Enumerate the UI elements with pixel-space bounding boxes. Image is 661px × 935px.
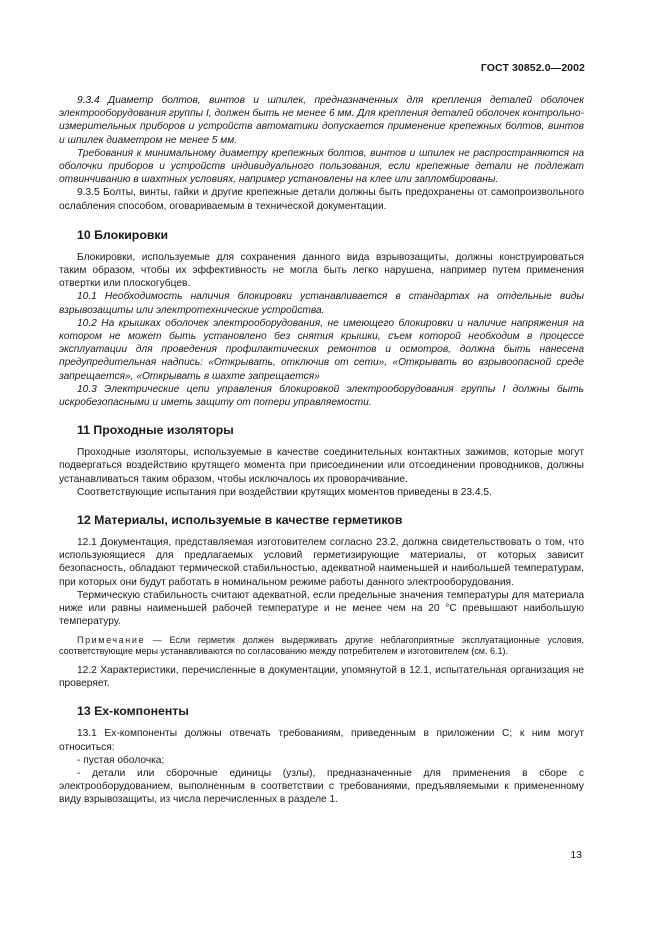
- document-body: [59, 94, 584, 807]
- clause-9-3-4: 9.3.4 Диаметр болтов, винтов и шпилек, предназначенных для крепления деталей оболочек электрооборудования группы I, должен быть не менее 6 мм. Для крепления деталей оболочек контрольно-измерительных приборов и устройств автоматики допускается применение крепежных болтов, винтов и шпилек диаметром не менее 5 мм.: [59, 95, 584, 146]
- clause-9-3-4-continued: Требования к минимальному диаметру крепежных болтов, винтов и шпилек не распространяются на оболочки приборов и устройств индивидуального пользования, если крепежные детали не подлежат отвинчиванию в шахтных условиях, например установлены на клее или запломбированы.: [59, 147, 584, 186]
- page-number: 13: [570, 849, 582, 861]
- clause-10-2: 10.2 На крышках оболочек электрооборудования, не имеющего блокировки и наличие напряжения на котором не может быть установлено без снятия крышки, съем которой необходим в процессе эксплуатации для проведения профилактических ремонтов и осмотров, должна быть нанесена предупредительная надпись: «Открывать, отключив от сети», «Открывать во взрывоопасной среде запрещается», «Открывать в шахте запрещается»: [59, 317, 584, 382]
- note: [59, 635, 584, 658]
- list-item-empty-enclosure: - пустая оболочка;: [77, 754, 165, 766]
- note-label: Примечание: [77, 634, 146, 645]
- clause-10-3: 10.3 Электрические цепи управления блокировкой электрооборудования группы I должны быть искробезопасными и иметь защиту от потери управляемости.: [59, 383, 584, 409]
- section-12-paragraph-2: Термическую стабильность считают адекватной, если предельные значения температуры для материала ниже или равны наименьшей рабочей температуре и не менее чем на 20 °С превышают наибольшую температуру.: [59, 589, 584, 628]
- section-10-intro: Блокировки, используемые для сохранения данного вида взрывозащиты, должны конструироваться таким образом, чтобы их эффективность не могла быть легко нарушена, например путем применения отвертки или плоскогубцев.: [59, 251, 584, 290]
- clause-13-1: 13.1 Ех-компоненты должны отвечать требованиям, приведенным в приложении С; к ним могут относиться:: [59, 728, 584, 753]
- note-text: — Если герметик должен выдерживать другие неблагоприятные эксплуатационные условия, соответствующие меры устанавливаются по согласованию между потребителем и изготовителем (см. 6.1).: [59, 634, 584, 657]
- section-11-paragraph-1: Проходные изоляторы, используемые в качестве соединительных контактных зажимов, которые могут подвергаться воздействию крутящего момента при присоединении или отсоединении проводников, должны устанавливаться таким образом, чтобы исключалось их проворачивание.: [59, 447, 584, 485]
- section-11-paragraph-2: Соответствующие испытания при воздействии крутящих моментов приведены в 23.4.5.: [77, 486, 492, 498]
- list-item-parts-assemblies: - детали или сборочные единицы (узлы), предназначенные для применения в сборе с электрооборудованием, выполненным в соответствии с требованиями, предъявляемыми к примененному виду взрывозащиты, из числа перечисленных в разделе 1.: [59, 767, 584, 806]
- clause-10-1: 10.1 Необходимость наличия блокировки устанавливается в стандартах на отдельные виды взрывозащиты или электротехнические устройства.: [59, 291, 584, 316]
- section-10-heading: 10 Блокировки: [77, 227, 169, 242]
- section-13-heading: 13 Ех-компоненты: [77, 704, 189, 719]
- clause-12-1: 12.1 Документация, представляемая изготовителем согласно 23.2, должна свидетельствовать о том, что используюящиеся для предлагаемых условий герметизирующие материалы, от которых зависит безопасность, обладают термической стабильностью, адекватной наименьшей и наибольшей температурам, при которых они будут работать в номинальном режиме работы данного электрооборудования.: [59, 537, 584, 588]
- document-number: ГОСТ 30852.0—2002: [480, 62, 585, 74]
- clause-12-2: 12.2 Характеристики, перечисленные в документации, упомянутой в 12.1, испытательная организация не проверяет.: [59, 664, 584, 690]
- section-11-heading: 11 Проходные изоляторы: [77, 423, 234, 438]
- section-12-heading: 12 Материалы, используемые в качестве герметиков: [77, 513, 403, 528]
- clause-9-3-5: 9.3.5 Болты, винты, гайки и другие крепежные детали должны быть предохранены от самопроизвольного ослабления способом, оговариваемым в технической документации.: [59, 187, 584, 212]
